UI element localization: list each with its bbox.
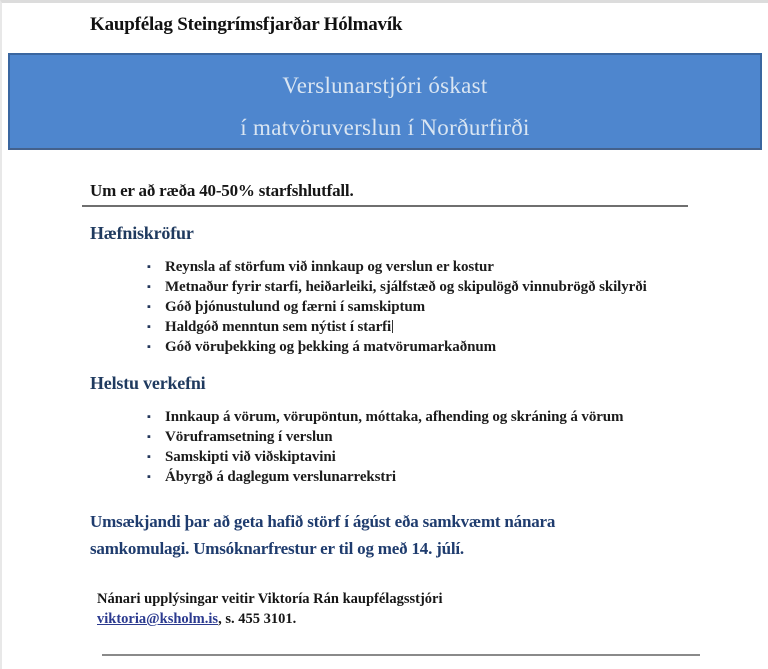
list-item-text: Haldgóð menntun sem nýtist í starfi [165,319,392,335]
list-item-text: Reynsla af störfum við innkaup og verslun er kostur [165,259,494,275]
list-item [147,337,768,357]
list-item [147,467,768,487]
requirements-list [147,257,768,357]
list-item-text: Ábyrgð á daglegum verslunarrekstri [165,469,396,485]
list-item-text: Innkaup á vörum, vörupöntun, móttaka, afhending og skráning á vörum [165,409,624,425]
list-item-text: Vöruframsetning í verslun [165,429,333,445]
job-title-banner [8,53,762,150]
bottom-divider [102,654,700,656]
tasks-heading: Helstu verkefni [90,373,206,393]
contact-line: Nánari upplýsingar veitir Viktoría Rán kaupfélagsstjóri [97,591,443,607]
list-item-text: Góð vöruþekking og þekking á matvörumarkaðnum [165,339,496,355]
employment-ratio-text: Um er að ræða 40-50% starfshlutfall. [90,181,354,200]
banner-title-line2: í matvöruverslun í Norðurfirði [240,115,530,140]
list-item [147,447,768,467]
list-item [147,257,768,277]
banner-title-line1: Verslunarstjóri óskast [282,73,488,98]
top-divider [82,205,688,207]
tasks-list [147,407,768,487]
list-item [147,317,768,337]
list-item-text: Samskipti við viðskiptavini [165,449,336,465]
company-name: Kaupfélag Steingrímsfjarðar Hólmavík [90,14,403,35]
list-item-text: Metnaður fyrir starfi, heiðarleiki, sjálfstæð og skipulögð vinnubrögð skilyrði [165,279,647,295]
list-item [147,427,768,447]
contact-phone: , s. 455 3101. [218,611,297,627]
list-item-text: Góð þjónustulund og færni í samskiptum [165,299,426,315]
list-item [147,407,768,427]
list-item [147,297,768,317]
contact-info [97,589,768,629]
requirements-heading: Hæfniskröfur [90,223,194,243]
contact-email-link[interactable]: viktoria@ksholm.is [97,611,219,627]
list-item [147,277,768,297]
application-deadline-text: Umsækjandi þar að geta hafið störf í ágúst eða samkvæmt nánara samkomulagi. Umsóknarfrestur er til og með 14. júlí. [90,512,556,558]
text-cursor [392,320,393,333]
